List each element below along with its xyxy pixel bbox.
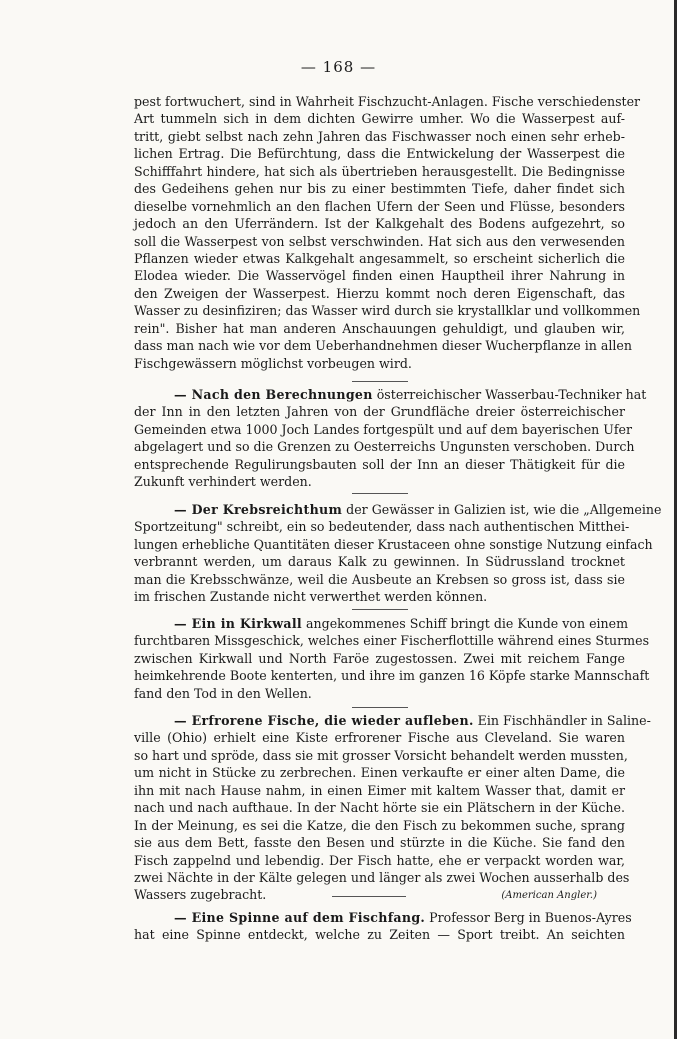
text-line: Professor Berg in Buenos-Ayres <box>429 910 632 925</box>
text-line: furchtbaren Missgeschick, welches einer Fischerflottille während eines Sturmes <box>134 633 650 649</box>
section-heading: — Nach den Berechnungen <box>174 387 373 402</box>
section-divider <box>352 707 408 708</box>
section-divider <box>352 609 408 610</box>
text-line: den Zweigen der Wasserpest. Hierzu kommt noch deren Eigenschaft, das <box>134 285 625 301</box>
text-line: Pflanzen wieder etwas Kalkgehalt angesammelt, so erscheint sicherlich die <box>134 250 625 266</box>
text-line: tritt, giebt selbst nach zehn Jahren das Fischwasser noch einen sehr erheb- <box>134 128 625 144</box>
text-line: Elodea wieder. Die Wasservögel finden einen Hauptheil ihrer Nahrung in <box>134 268 625 284</box>
text-line: pest fortwuchert, sind in Wahrheit Fischzucht-Anlagen. Fische verschiedenster <box>134 94 641 109</box>
text-line: zwischen Kirkwall und North Faröe zugestossen. Zwei mit reichem Fange <box>134 650 625 666</box>
text-line: im frischen Zustande nicht verwerthet werden können. <box>134 589 488 605</box>
text-line: der Gewässer in Galizien ist, wie die „Allgemeine <box>346 502 662 517</box>
text-line: Fisch zappelnd und lebendig. Der Fisch hatte, ehe er verpackt worden war, <box>134 852 625 868</box>
text-line: lichen Ertrag. Die Befürchtung, dass die Entwickelung der Wasserpest die <box>134 146 625 162</box>
text-line: angekommenes Schiff bringt die Kunde von einem <box>306 616 629 631</box>
text-line: entsprechende Regulirungsbauten soll der Inn an dieser Thätigkeit für die <box>134 456 625 472</box>
text-line: dass man nach wie vor dem Ueberhandnehmen dieser Wucherpflanze in allen <box>134 338 632 354</box>
text-line: sie aus dem Bett, fasste den Besen und stürzte in die Küche. Sie fand den <box>134 835 625 851</box>
text-line: des Gedeihens gehen nur bis zu einer bestimmten Tiefe, daher findet sich <box>134 181 625 197</box>
text-line: zwei Nächte in der Kälte gelegen und länger als zwei Wochen ausserhalb des <box>134 869 630 885</box>
section-krebsreichthum <box>134 501 662 606</box>
text-line: hat eine Spinne entdeckt, welche zu Zeiten — Sport treibt. An seichten <box>134 927 625 943</box>
section-kirkwall <box>134 615 650 702</box>
section-spinne <box>134 909 632 944</box>
text-line: nach und nach aufthaue. In der Nacht hörte sie ein Plätschern in der Küche. <box>134 800 625 816</box>
text-line: um nicht in Stücke zu zerbrechen. Einen verkaufte er einer alten Dame, die <box>134 765 625 781</box>
text-line: jedoch an den Uferrändern. Ist der Kalkgehalt des Bodens aufgezehrt, so <box>134 216 625 232</box>
text-line: österreichischer Wasserbau-Techniker hat <box>376 387 647 402</box>
source-citation: (American Angler.) <box>501 890 597 902</box>
section-divider <box>352 493 408 494</box>
text-line: Wasser zu desinfiziren; das Wasser wird durch sie krystallklar und vollkommen <box>134 303 641 319</box>
text-line: man die Krebsschwänze, weil die Ausbeute an Krebsen so gross ist, dass sie <box>134 571 625 587</box>
text-line: fand den Tod in den Wellen. <box>134 685 312 701</box>
paragraph-wasserpest <box>134 93 641 372</box>
section-divider <box>332 896 406 897</box>
text-line: lungen erhebliche Quantitäten dieser Krustaceen ohne sonstige Nutzung einfach <box>134 536 653 552</box>
text-line: Fischgewässern möglichst vorbeugen wird. <box>134 355 412 371</box>
text-line: abgelagert und so die Grenzen zu Oesterreichs Ungunsten verschoben. Durch <box>134 439 635 455</box>
section-inn <box>134 386 647 491</box>
text-line: heimkehrende Boote kenterten, und ihre im ganzen 16 Köpfe starke Mannschaft <box>134 668 650 684</box>
text-line: der Inn in den letzten Jahren von der Grundfläche dreier österreichischer <box>134 404 625 420</box>
section-erfrorene-fische <box>134 712 651 904</box>
text-line: Gemeinden etwa 1000 Joch Landes fortgespült und auf dem bayerischen Ufer <box>134 421 633 437</box>
text-line: ihn mit nach Hause nahm, in einen Eimer mit kaltem Wasser that, damit er <box>134 782 625 798</box>
section-heading: — Eine Spinne auf dem Fischfang. <box>174 910 426 925</box>
text-line: Schifffahrt hindere, hat sich als übertrieben herausgestellt. Die Bedingnisse <box>134 163 625 179</box>
page-number: — 168 — <box>300 58 377 76</box>
section-heading: — Ein in Kirkwall <box>174 616 302 631</box>
text-line: Art tummeln sich in dem dichten Gewirre umher. Wo die Wasserpest auf- <box>134 111 625 127</box>
text-line: so hart und spröde, dass sie mit grosser Vorsicht behandelt werden mussten, <box>134 747 628 763</box>
text-line: Wassers zugebracht. <box>134 887 267 903</box>
text-line: ville (Ohio) erhielt eine Kiste erfrorener Fische aus Cleveland. Sie waren <box>134 730 625 746</box>
text-line: soll die Wasserpest von selbst verschwinden. Hat sich aus den verwesenden <box>134 233 625 249</box>
text-line: Ein Fischhändler in Saline- <box>477 713 651 728</box>
section-divider <box>352 381 408 382</box>
text-line: In der Meinung, es sei die Katze, die den Fisch zu bekommen suche, sprang <box>134 817 625 833</box>
text-line: dieselbe vornehmlich an den flachen Ufern der Seen und Flüsse, besonders <box>134 198 625 214</box>
text-line: rein". Bisher hat man anderen Anschauungen gehuldigt, und glauben wir, <box>134 320 625 336</box>
text-line: Zukunft verhindert werden. <box>134 474 312 490</box>
section-heading: — Der Krebsreichthum <box>174 502 343 517</box>
text-line: verbrannt werden, um daraus Kalk zu gewinnen. In Südrussland trocknet <box>134 554 625 570</box>
section-heading: — Erfrorene Fische, die wieder aufleben. <box>174 713 474 728</box>
text-line: Sportzeitung" schreibt, ein so bedeutender, dass nach authentischen Mitthei- <box>134 519 630 535</box>
